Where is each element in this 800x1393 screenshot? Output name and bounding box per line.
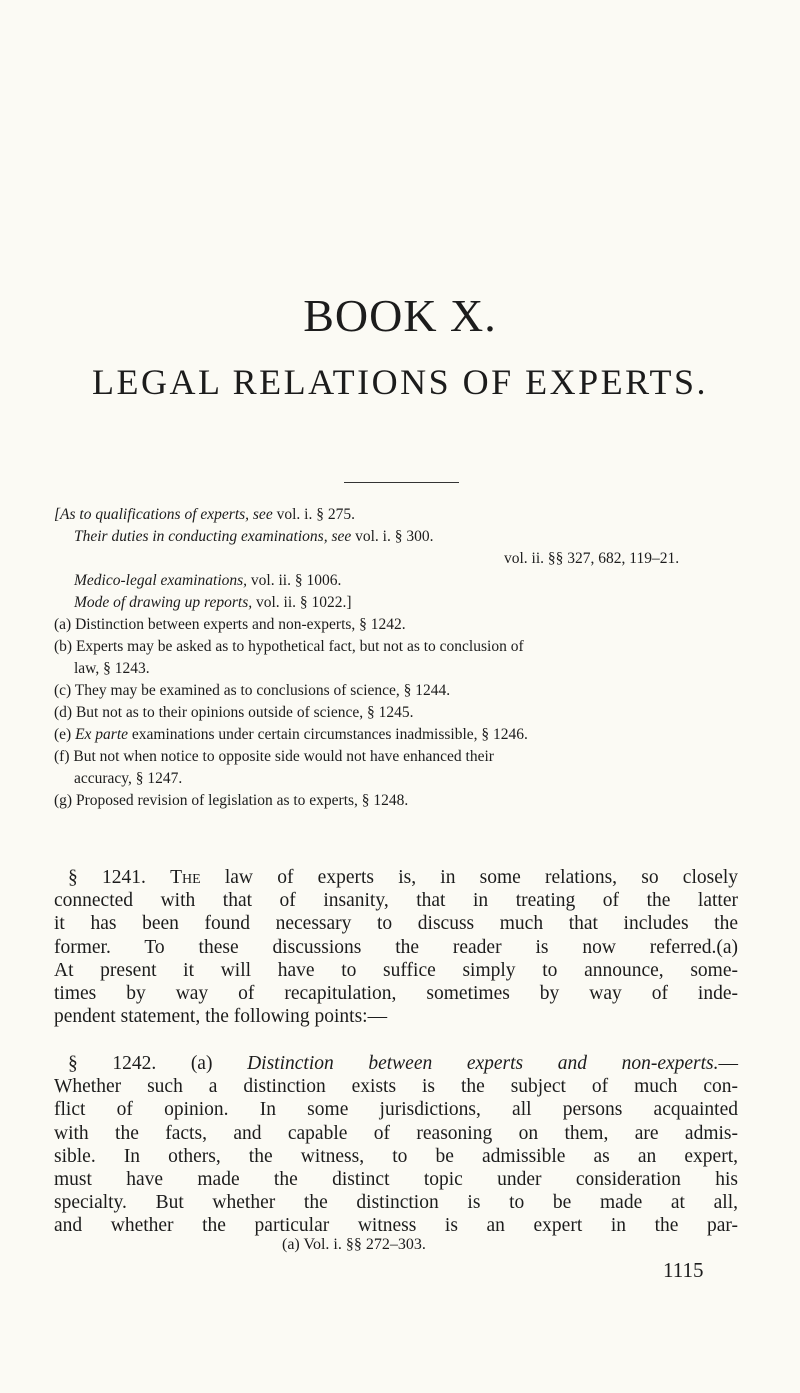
reference-cite: vol. ii. §§ 327, 682, 119–21.: [504, 550, 680, 567]
reference-line: [74, 592, 352, 614]
text-line: connected with that of insanity, that in treating of the latter: [54, 890, 738, 912]
contents-item-c: (c) They may be examined as to conclusions of science, § 1244.: [54, 682, 451, 699]
text-line: must have made the distinct topic under consideration his: [54, 1169, 738, 1190]
text-line: pendent statement, the following points:—: [54, 1006, 388, 1028]
contents-item-b: (b) Experts may be asked as to hypothetical fact, but not as to conclusion of: [54, 638, 524, 655]
reference-line: [54, 504, 355, 526]
text-line: times by way of recapitulation, sometimes by way of inde-: [54, 983, 738, 1004]
text-line: [68, 1052, 738, 1075]
reference-text: Medico-legal examinations,: [74, 572, 248, 589]
book-subtitle: LEGAL RELATIONS OF EXPERTS.: [91, 362, 708, 402]
reference-cite: vol. ii. § 1006.: [250, 572, 342, 589]
lead-word: The: [170, 867, 201, 888]
text-line: flict of opinion. In some jurisdictions, all persons acquainted: [54, 1099, 738, 1121]
text-line: [68, 866, 738, 889]
reference-cite: vol. i. § 300.: [355, 528, 434, 545]
footnote: (a) Vol. i. §§ 272–303.: [282, 1236, 426, 1253]
text-line: it has been found necessary to discuss much that includes the: [54, 913, 738, 935]
section-heading: Distinction between experts and non-experts.: [247, 1053, 719, 1074]
heading-dash: —: [718, 1053, 739, 1074]
text-line: specialty. But whether the distinction is to be made at all,: [54, 1192, 738, 1214]
contents-item-a: (a) Distinction between experts and non-experts, § 1242.: [54, 616, 406, 633]
text-line: Whether such a distinction exists is the subject of much con-: [54, 1076, 738, 1098]
contents-item-b-cont: law, § 1243.: [74, 660, 150, 677]
reference-line: [74, 526, 434, 548]
reference-text: Their duties in conducting examinations, see: [74, 528, 352, 545]
contents-item-g: (g) Proposed revision of legislation as to experts, § 1248.: [54, 792, 409, 809]
reference-cite: vol. ii. § 1022.]: [255, 594, 352, 611]
contents-item-e-label: (e): [54, 726, 72, 743]
section-number: § 1242. (a): [68, 1053, 213, 1074]
text-line: At present it will have to suffice simply to announce, some-: [54, 959, 738, 981]
text-line: with the facts, and capable of reasoning on them, are admis-: [54, 1122, 738, 1144]
contents-item-e-text: examinations under certain circumstances inadmissible, § 1246.: [131, 726, 528, 743]
text-line: and whether the particular witness is an expert in the par-: [54, 1215, 738, 1237]
section-number: § 1241.: [68, 867, 146, 888]
contents-item-e-latin: Ex parte: [75, 726, 129, 743]
reference-text: [As to qualifications of experts, see: [54, 506, 273, 523]
text-line: sible. In others, the witness, to be admissible as an expert,: [54, 1145, 738, 1167]
divider-rule: [344, 482, 459, 483]
reference-line: [74, 570, 341, 592]
contents-item-d: (d) But not as to their opinions outside of science, § 1245.: [54, 704, 414, 721]
reference-cite: vol. i. § 275.: [276, 506, 355, 523]
text-line: former. To these discussions the reader is now referred.(a): [54, 936, 738, 958]
page-number: 1115: [663, 1258, 704, 1282]
reference-line: [504, 548, 679, 570]
contents-item-e: [54, 724, 528, 746]
contents-item-f: (f) But not when notice to opposite side would not have enhanced their: [54, 748, 494, 765]
text-segment: law of experts is, in some relations, so closely: [224, 867, 739, 888]
contents-item-f-cont: accuracy, § 1247.: [74, 770, 183, 787]
reference-text: Mode of drawing up reports,: [74, 594, 253, 611]
book-heading: BOOK X.: [303, 290, 497, 341]
